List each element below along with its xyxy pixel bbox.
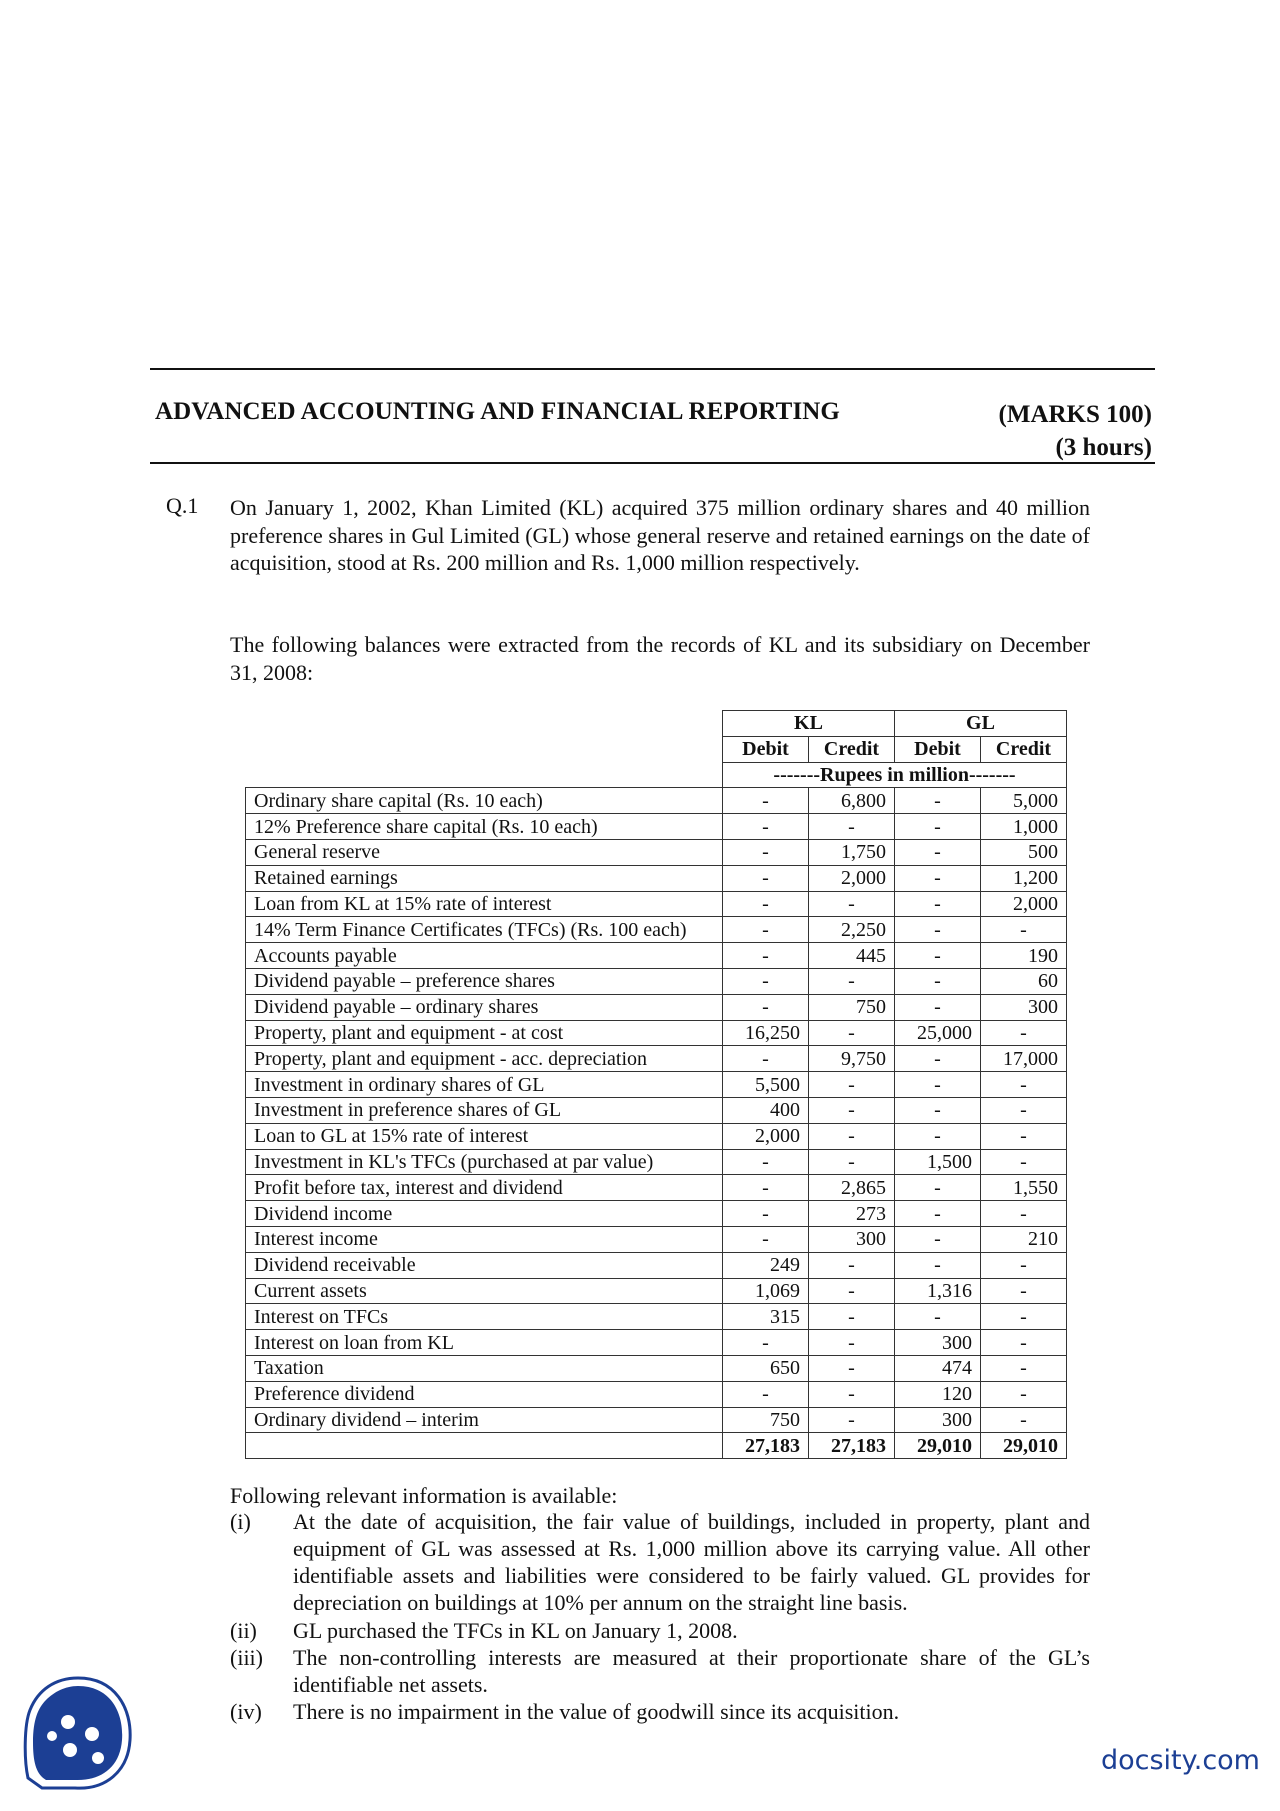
- cell-kl-dr: -: [723, 943, 809, 969]
- row-label: Interest income: [246, 1226, 723, 1252]
- info-item-text: There is no impairment in the value of goodwill since its acquisition.: [293, 1699, 900, 1724]
- cell-kl-dr: -: [723, 1201, 809, 1227]
- cell-gl-dr: -: [895, 994, 981, 1020]
- exam-title: ADVANCED ACCOUNTING AND FINANCIAL REPORTING: [155, 398, 840, 425]
- total-kl-cr: 27,183: [809, 1433, 895, 1459]
- cell-gl-cr: -: [981, 1072, 1067, 1098]
- cell-kl-dr: -: [723, 891, 809, 917]
- cell-gl-dr: 120: [895, 1381, 981, 1407]
- question-number: Q.1: [166, 493, 199, 518]
- info-item-text: The non-controlling interests are measured at their proportionate share of the GL’s identifiable net assets.: [293, 1645, 1090, 1697]
- table-row: [246, 1381, 1067, 1407]
- table-row: [246, 1149, 1067, 1175]
- cell-gl-dr: -: [895, 1097, 981, 1123]
- cell-kl-cr: 300: [809, 1226, 895, 1252]
- cell-gl-cr: -: [981, 1020, 1067, 1046]
- cell-kl-cr: -: [809, 1123, 895, 1149]
- cell-kl-dr: -: [723, 865, 809, 891]
- row-label: 14% Term Finance Certificates (TFCs) (Rs. 100 each): [246, 917, 723, 943]
- row-label: Dividend receivable: [246, 1252, 723, 1278]
- cell-gl-dr: 474: [895, 1355, 981, 1381]
- cell-kl-dr: -: [723, 839, 809, 865]
- cell-gl-dr: -: [895, 943, 981, 969]
- table-row: [246, 1020, 1067, 1046]
- cell-gl-dr: 300: [895, 1330, 981, 1356]
- cell-kl-dr: -: [723, 917, 809, 943]
- cell-gl-cr: -: [981, 1407, 1067, 1433]
- cell-kl-dr: -: [723, 1381, 809, 1407]
- table-row: [246, 839, 1067, 865]
- cell-kl-dr: -: [723, 788, 809, 814]
- unit-label: -------Rupees in million-------: [723, 762, 1067, 788]
- cell-kl-cr: -: [809, 1072, 895, 1098]
- total-kl-dr: 27,183: [723, 1433, 809, 1459]
- row-label: Investment in ordinary shares of GL: [246, 1072, 723, 1098]
- column-header-gl-credit: Credit: [981, 736, 1067, 762]
- table-row: [246, 788, 1067, 814]
- cell-kl-cr: 2,865: [809, 1175, 895, 1201]
- cell-gl-dr: -: [895, 1201, 981, 1227]
- cell-gl-dr: -: [895, 1304, 981, 1330]
- exam-marks: (MARKS 100): [998, 401, 1152, 428]
- cell-kl-cr: -: [809, 1355, 895, 1381]
- cell-kl-dr: 400: [723, 1097, 809, 1123]
- cell-gl-dr: 25,000: [895, 1020, 981, 1046]
- cell-kl-dr: 650: [723, 1355, 809, 1381]
- table-group-header-row: [246, 711, 1067, 737]
- table-row: [246, 1097, 1067, 1123]
- cell-kl-cr: -: [809, 968, 895, 994]
- table-row: [246, 865, 1067, 891]
- cell-gl-dr: -: [895, 814, 981, 840]
- cell-kl-dr: 2,000: [723, 1123, 809, 1149]
- cell-kl-dr: 315: [723, 1304, 809, 1330]
- cell-kl-dr: -: [723, 814, 809, 840]
- question-paragraph-2: The following balances were extracted from the records of KL and its subsidiary on December 31, 2008:: [230, 632, 1090, 685]
- total-gl-cr: 29,010: [981, 1433, 1067, 1459]
- cell-kl-cr: -: [809, 1330, 895, 1356]
- row-label: Retained earnings: [246, 865, 723, 891]
- cell-kl-dr: 750: [723, 1407, 809, 1433]
- row-label: Ordinary share capital (Rs. 10 each): [246, 788, 723, 814]
- cell-kl-dr: 249: [723, 1252, 809, 1278]
- balances-table: [245, 710, 1067, 1459]
- table-row: [246, 968, 1067, 994]
- info-heading: Following relevant information is available:: [230, 1483, 618, 1508]
- cell-kl-dr: -: [723, 1175, 809, 1201]
- column-header-kl-debit: Debit: [723, 736, 809, 762]
- cell-gl-dr: 1,316: [895, 1278, 981, 1304]
- cell-gl-cr: -: [981, 1201, 1067, 1227]
- info-item-text: At the date of acquisition, the fair value of buildings, included in property, plant and equipment of GL was assessed at Rs. 1,000 million above its carrying value. All other identifiable assets and liabilities were considered to be fairly valued. GL provides for depreciation on buildings at 10% per annum on the straight line basis.: [293, 1509, 1090, 1615]
- cell-gl-cr: -: [981, 1330, 1067, 1356]
- cell-kl-dr: 5,500: [723, 1072, 809, 1098]
- cell-kl-dr: 16,250: [723, 1020, 809, 1046]
- cell-gl-dr: -: [895, 891, 981, 917]
- exam-duration: (3 hours): [1055, 434, 1152, 461]
- row-label: General reserve: [246, 839, 723, 865]
- table-row: [246, 1252, 1067, 1278]
- row-label: Interest on loan from KL: [246, 1330, 723, 1356]
- cell-kl-dr: -: [723, 994, 809, 1020]
- cell-gl-dr: -: [895, 917, 981, 943]
- totals-label: [246, 1433, 723, 1459]
- cell-gl-dr: 300: [895, 1407, 981, 1433]
- table-row: [246, 1123, 1067, 1149]
- row-label: Dividend payable – preference shares: [246, 968, 723, 994]
- cell-gl-dr: -: [895, 1046, 981, 1072]
- cell-gl-dr: -: [895, 788, 981, 814]
- cell-gl-dr: -: [895, 1252, 981, 1278]
- row-label: Dividend income: [246, 1201, 723, 1227]
- cell-kl-cr: -: [809, 1097, 895, 1123]
- docsity-logo-icon: [20, 1670, 135, 1795]
- row-label: Loan from KL at 15% rate of interest: [246, 891, 723, 917]
- cell-gl-cr: 1,550: [981, 1175, 1067, 1201]
- cell-gl-dr: -: [895, 1123, 981, 1149]
- cell-kl-cr: 6,800: [809, 788, 895, 814]
- cell-kl-cr: -: [809, 1149, 895, 1175]
- docsity-brand: docsity.com: [1100, 1745, 1260, 1776]
- table-row: [246, 1355, 1067, 1381]
- table-row: [246, 917, 1067, 943]
- cell-gl-cr: 500: [981, 839, 1067, 865]
- info-item: [230, 1644, 1090, 1698]
- cell-gl-cr: -: [981, 1381, 1067, 1407]
- row-label: Profit before tax, interest and dividend: [246, 1175, 723, 1201]
- cell-kl-cr: -: [809, 1407, 895, 1433]
- header-top-rule: [150, 368, 1155, 370]
- cell-gl-cr: -: [981, 1278, 1067, 1304]
- table-row: [246, 994, 1067, 1020]
- table-row: [246, 1046, 1067, 1072]
- group-header-kl: KL: [723, 711, 895, 737]
- cell-gl-cr: -: [981, 1097, 1067, 1123]
- cell-gl-cr: 2,000: [981, 891, 1067, 917]
- table-row: [246, 1226, 1067, 1252]
- table-row: [246, 1304, 1067, 1330]
- info-item-number: (iii): [230, 1645, 263, 1670]
- cell-gl-dr: -: [895, 1072, 981, 1098]
- cell-kl-dr: -: [723, 968, 809, 994]
- cell-gl-cr: 190: [981, 943, 1067, 969]
- table-row: [246, 1175, 1067, 1201]
- cell-kl-cr: -: [809, 1252, 895, 1278]
- cell-gl-dr: -: [895, 968, 981, 994]
- cell-gl-cr: 17,000: [981, 1046, 1067, 1072]
- row-label: Interest on TFCs: [246, 1304, 723, 1330]
- cell-gl-cr: 60: [981, 968, 1067, 994]
- info-item-number: (iv): [230, 1699, 262, 1724]
- row-label: Property, plant and equipment - acc. depreciation: [246, 1046, 723, 1072]
- cell-kl-cr: -: [809, 1020, 895, 1046]
- table-row: [246, 1278, 1067, 1304]
- cell-gl-dr: -: [895, 1175, 981, 1201]
- table-row: [246, 1330, 1067, 1356]
- cell-gl-cr: 300: [981, 994, 1067, 1020]
- cell-gl-cr: -: [981, 1355, 1067, 1381]
- cell-gl-cr: -: [981, 1123, 1067, 1149]
- cell-kl-cr: 445: [809, 943, 895, 969]
- table-row: [246, 1407, 1067, 1433]
- info-item-number: (i): [230, 1509, 251, 1534]
- group-header-gl: GL: [895, 711, 1067, 737]
- info-item-number: (ii): [230, 1618, 257, 1643]
- cell-kl-dr: -: [723, 1330, 809, 1356]
- cell-gl-cr: 5,000: [981, 788, 1067, 814]
- cell-kl-dr: -: [723, 1226, 809, 1252]
- cell-kl-dr: -: [723, 1046, 809, 1072]
- row-label: Investment in KL's TFCs (purchased at par value): [246, 1149, 723, 1175]
- cell-kl-cr: -: [809, 1278, 895, 1304]
- row-label: 12% Preference share capital (Rs. 10 each): [246, 814, 723, 840]
- cell-kl-cr: -: [809, 814, 895, 840]
- table-row: [246, 891, 1067, 917]
- question-paragraph-1: On January 1, 2002, Khan Limited (KL) acquired 375 million ordinary shares and 40 million preference shares in Gul Limited (GL) whose general reserve and retained earnings on the date of acquisition, stood at Rs. 200 million and Rs. 1,000 million respectively.: [230, 495, 1090, 575]
- row-label: Preference dividend: [246, 1381, 723, 1407]
- table-row: [246, 1072, 1067, 1098]
- cell-gl-dr: -: [895, 1226, 981, 1252]
- row-label: Current assets: [246, 1278, 723, 1304]
- total-gl-dr: 29,010: [895, 1433, 981, 1459]
- row-label: Ordinary dividend – interim: [246, 1407, 723, 1433]
- table-unit-row: [246, 762, 1067, 788]
- row-label: Taxation: [246, 1355, 723, 1381]
- cell-kl-dr: 1,069: [723, 1278, 809, 1304]
- table-row: [246, 1201, 1067, 1227]
- row-label: Accounts payable: [246, 943, 723, 969]
- cell-gl-cr: -: [981, 1149, 1067, 1175]
- row-label: Dividend payable – ordinary shares: [246, 994, 723, 1020]
- table-row: [246, 814, 1067, 840]
- cell-gl-cr: -: [981, 917, 1067, 943]
- totals-row: [246, 1433, 1067, 1459]
- info-item: [230, 1617, 1090, 1644]
- cell-gl-cr: 1,200: [981, 865, 1067, 891]
- cell-kl-cr: 9,750: [809, 1046, 895, 1072]
- header-bottom-rule: [150, 462, 1155, 464]
- cell-gl-cr: -: [981, 1252, 1067, 1278]
- column-header-gl-debit: Debit: [895, 736, 981, 762]
- cell-gl-cr: -: [981, 1304, 1067, 1330]
- table-row: [246, 943, 1067, 969]
- cell-kl-cr: 2,000: [809, 865, 895, 891]
- row-label: Investment in preference shares of GL: [246, 1097, 723, 1123]
- row-label: Property, plant and equipment - at cost: [246, 1020, 723, 1046]
- cell-gl-dr: 1,500: [895, 1149, 981, 1175]
- info-item: [230, 1698, 1090, 1725]
- info-item: [230, 1508, 1090, 1616]
- row-label: Loan to GL at 15% rate of interest: [246, 1123, 723, 1149]
- table-column-header-row: [246, 736, 1067, 762]
- cell-kl-cr: 750: [809, 994, 895, 1020]
- cell-kl-cr: 1,750: [809, 839, 895, 865]
- exam-marks-block: [999, 398, 1152, 464]
- cell-kl-cr: -: [809, 1381, 895, 1407]
- cell-kl-cr: -: [809, 1304, 895, 1330]
- column-header-kl-credit: Credit: [809, 736, 895, 762]
- cell-kl-cr: -: [809, 891, 895, 917]
- cell-gl-dr: -: [895, 865, 981, 891]
- cell-kl-cr: 273: [809, 1201, 895, 1227]
- cell-kl-dr: -: [723, 1149, 809, 1175]
- cell-gl-cr: 1,000: [981, 814, 1067, 840]
- cell-kl-cr: 2,250: [809, 917, 895, 943]
- info-item-text: GL purchased the TFCs in KL on January 1, 2008.: [293, 1618, 738, 1643]
- cell-gl-dr: -: [895, 839, 981, 865]
- cell-gl-cr: 210: [981, 1226, 1067, 1252]
